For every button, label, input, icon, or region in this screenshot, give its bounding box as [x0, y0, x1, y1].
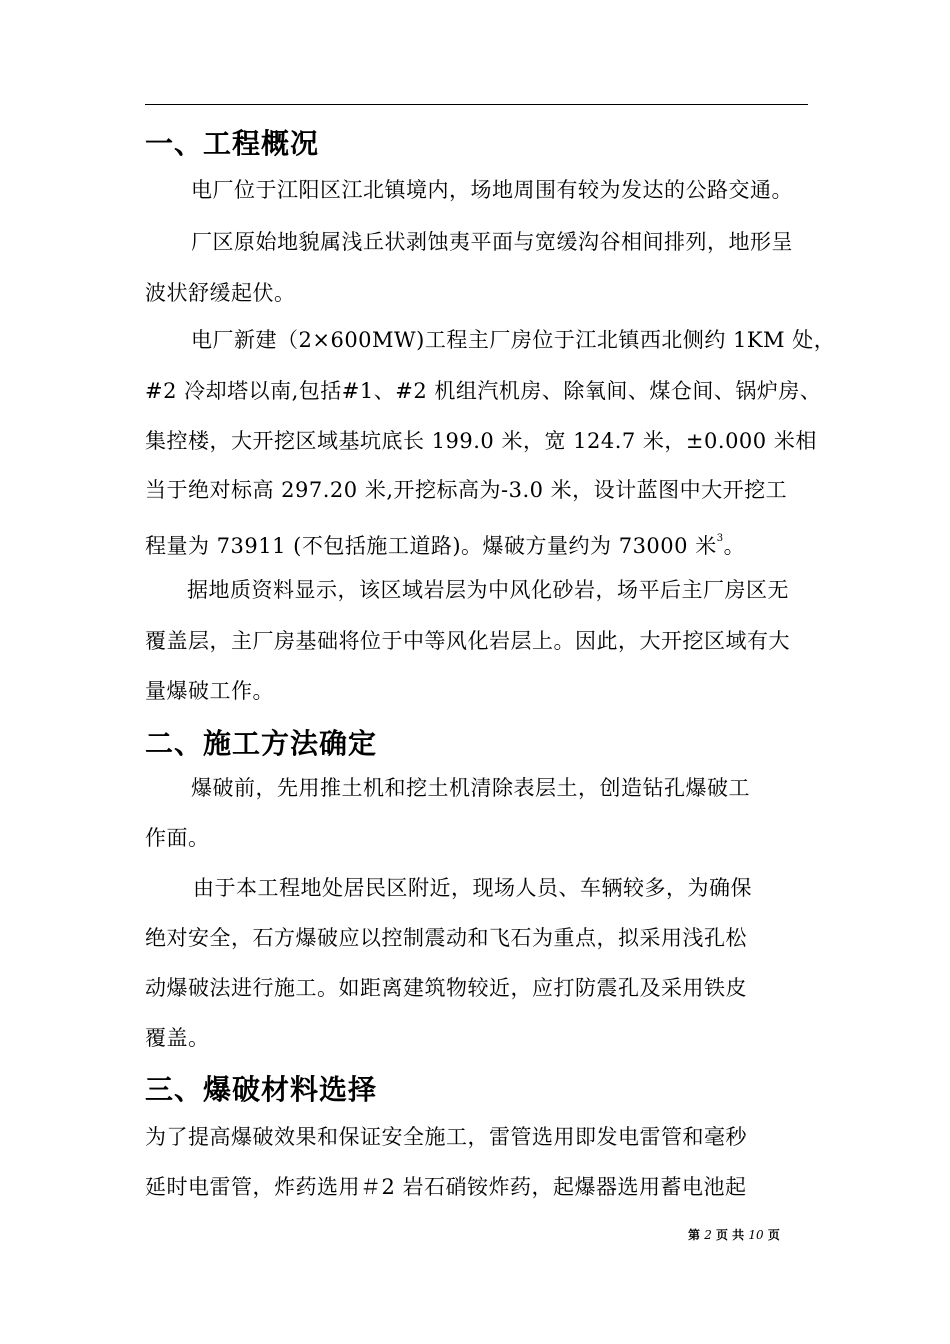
para-line: 由于本工程地处居民区附近，现场人员、车辆较多，为确保	[193, 876, 752, 900]
para-line: 集控楼，大开挖区域基坑底长 199.0 米，宽 124.7 米，±0.000 米相	[145, 429, 817, 453]
section-heading-2: 二、施工方法确定	[145, 727, 378, 760]
para-line: 覆盖层，主厂房基础将位于中等风化岩层上。因此，大开挖区域有大	[145, 629, 790, 653]
para-line: 据地质资料显示，该区域岩层为中风化砂岩，场平后主厂房区无	[187, 578, 789, 602]
text-run: 程量为 73911 (不包括施工道路)。爆破方量约为 73000 米	[145, 534, 717, 558]
page-number	[688, 1226, 780, 1243]
header-rule	[145, 104, 808, 105]
para-line: 波状舒缓起伏。	[145, 281, 296, 305]
para-line: 当于绝对标高 297.20 米,开挖标高为-3.0 米，设计蓝图中大开挖工	[145, 478, 788, 502]
page-middle: 页 共	[711, 1228, 749, 1242]
para-line: 动爆破法进行施工。如距离建筑物较近，应打防震孔及采用铁皮	[145, 976, 747, 1000]
para-line: 覆盖。	[145, 1026, 210, 1050]
page-prefix: 第	[688, 1228, 705, 1242]
para-line: #2 冷却塔以南,包括#1、#2 机组汽机房、除氧间、煤仓间、锅炉房、	[145, 379, 822, 403]
para-line	[145, 525, 808, 560]
para-line: 量爆破工作。	[145, 679, 274, 703]
section-heading-3: 三、爆破材料选择	[145, 1073, 378, 1106]
current-page: 2	[704, 1228, 712, 1242]
superscript: 3	[716, 533, 724, 544]
para-line: 厂区原始地貌属浅丘状剥蚀夷平面与宽缓沟谷相间排列，地形呈	[191, 230, 793, 254]
para-line: 为了提高爆破效果和保证安全施工，雷管选用即发电雷管和毫秒	[145, 1125, 747, 1149]
section-heading-1: 一、工程概况	[145, 127, 320, 160]
total-pages: 10	[748, 1228, 764, 1242]
text-run: 。	[723, 534, 746, 558]
para-line: 电厂新建（2×600MW)工程主厂房位于江北镇西北侧约 1KM 处，	[191, 328, 836, 352]
para-line: 延时电雷管，炸药选用＃2 岩石硝铵炸药，起爆器选用蓄电池起	[145, 1175, 747, 1199]
para-line: 绝对安全，石方爆破应以控制震动和飞石为重点，拟采用浅孔松	[145, 926, 747, 950]
page-suffix: 页	[763, 1228, 780, 1242]
para-line: 爆破前，先用推土机和挖土机清除表层土，创造钻孔爆破工	[191, 776, 750, 800]
para-line: 电厂位于江阳区江北镇境内，场地周围有较为发达的公路交通。	[191, 178, 793, 202]
para-line: 作面。	[145, 826, 210, 850]
